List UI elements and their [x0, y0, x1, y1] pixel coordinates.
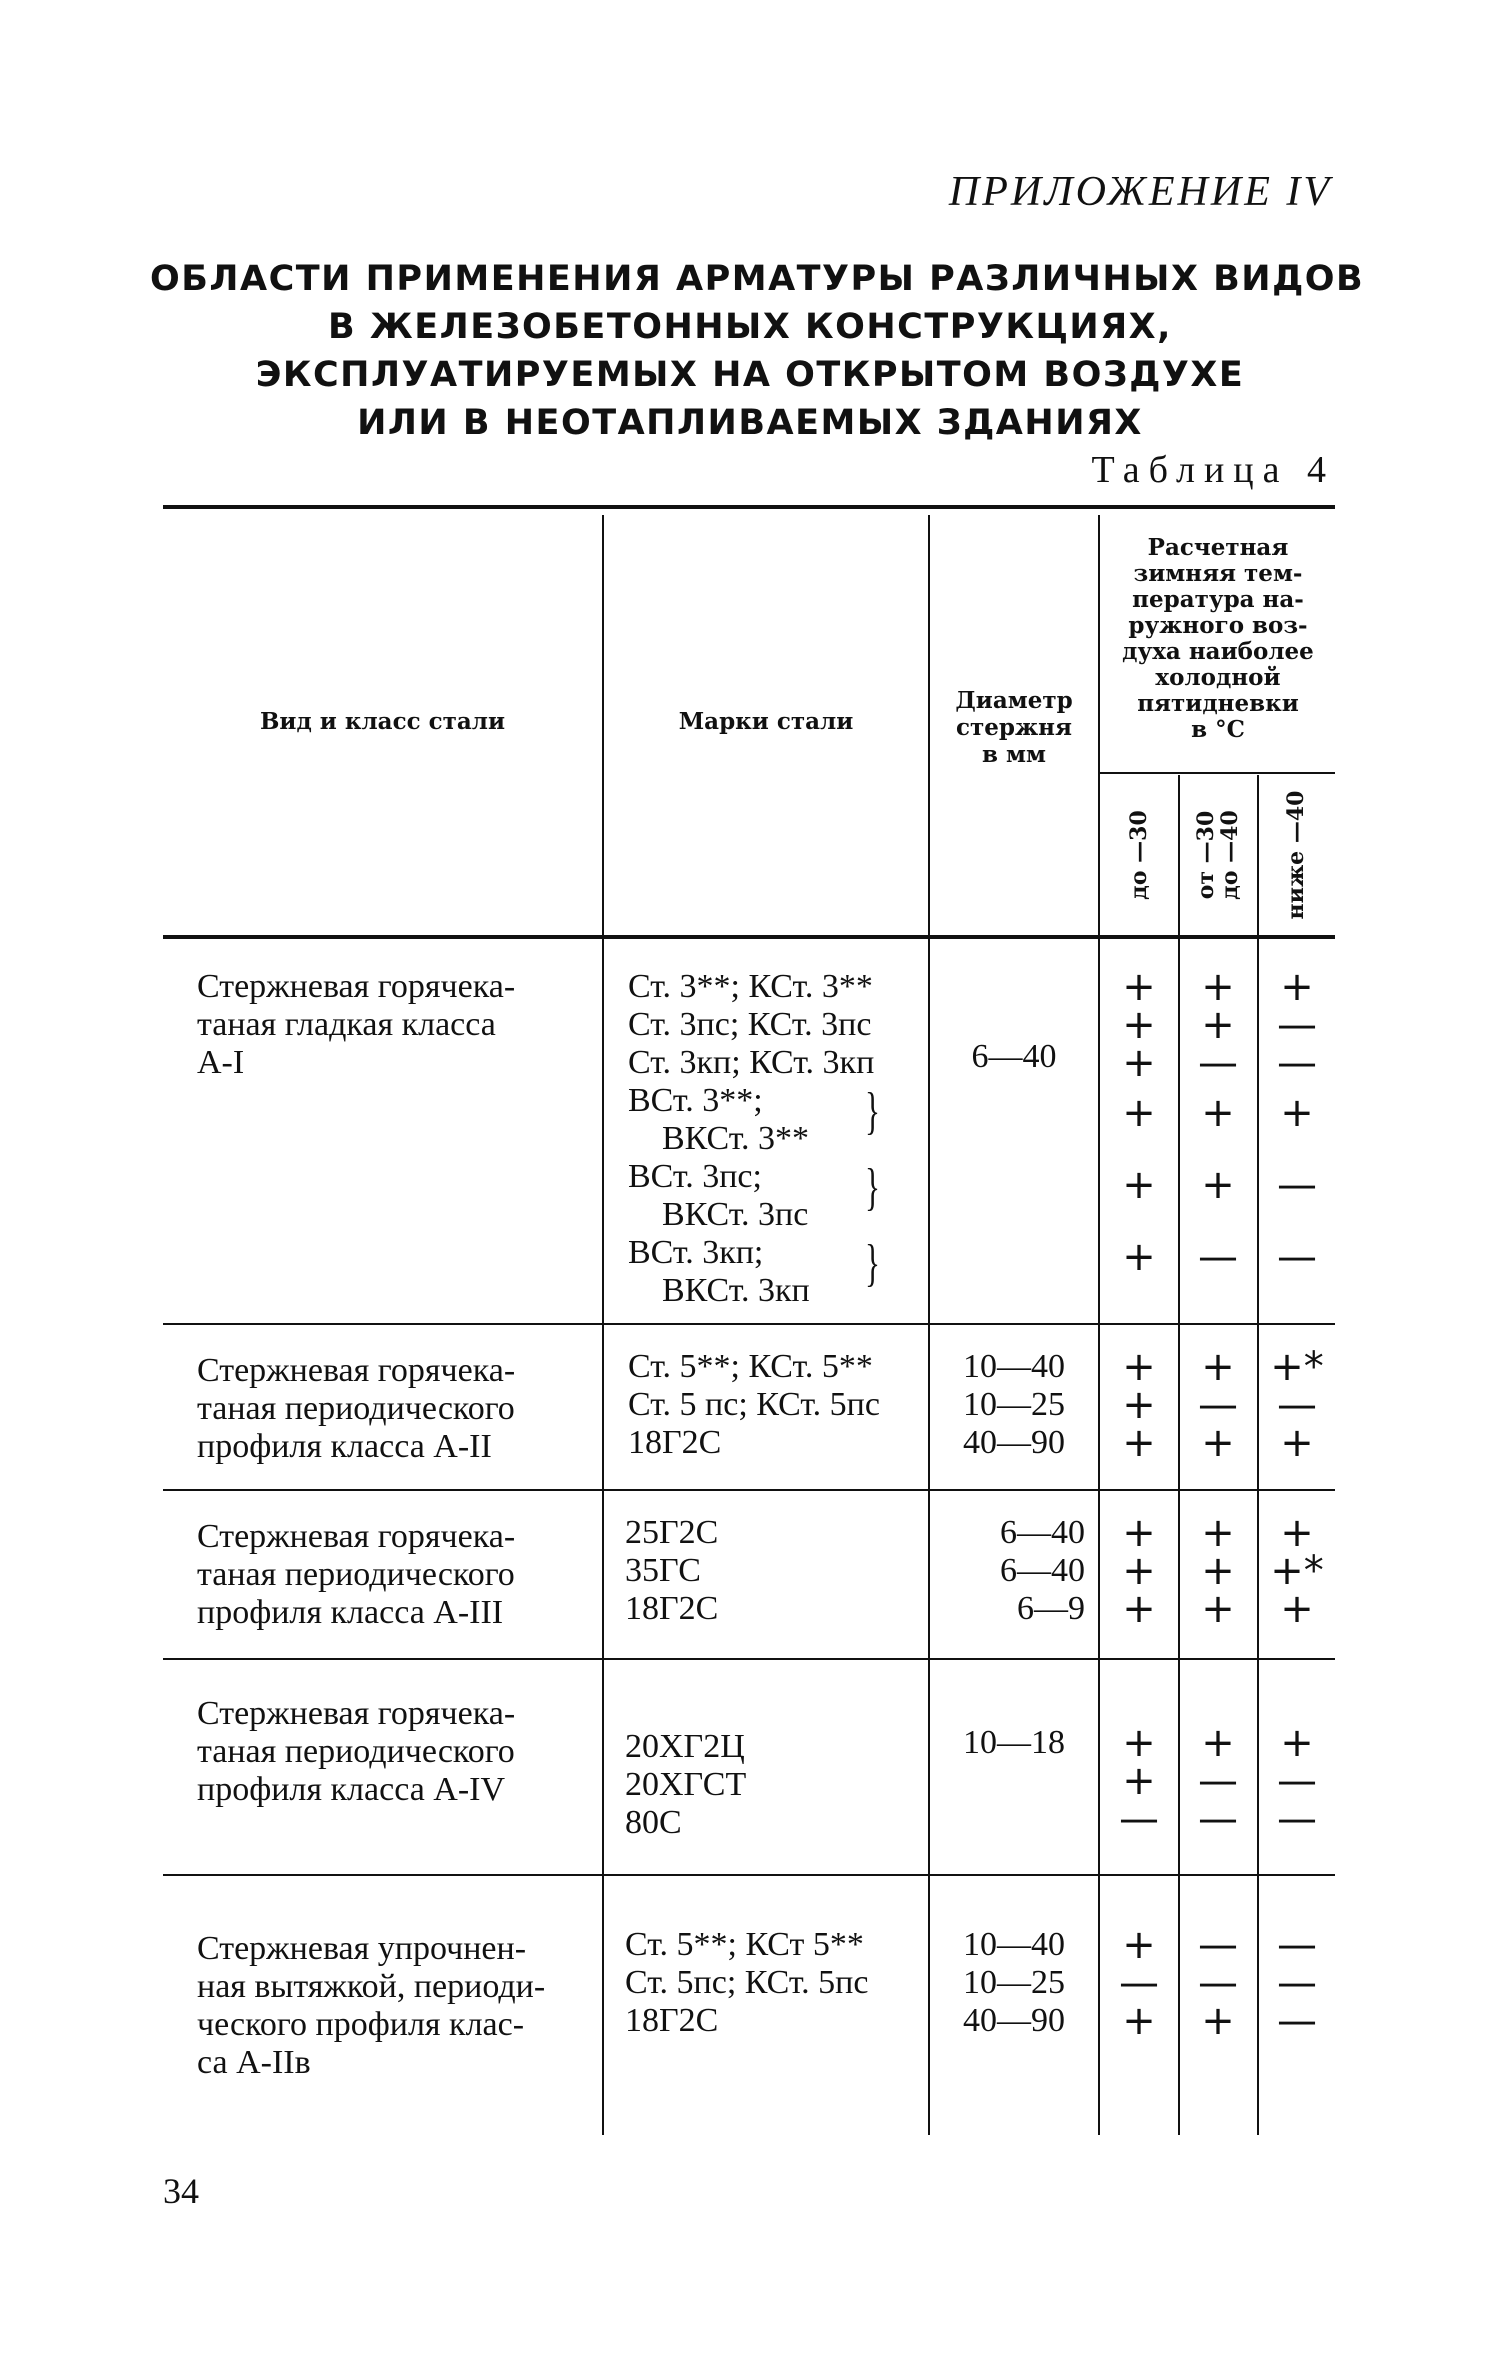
kind-line: Стержневая горячека- [197, 1518, 516, 1555]
applicability-mark: — [1277, 1960, 1317, 2006]
kind-line: таная периодического [197, 1390, 515, 1427]
header-diameter-line: в мм [982, 741, 1046, 768]
grade-line: 35ГС [625, 1552, 701, 1589]
grouping-brace: } [864, 1235, 880, 1292]
applicability-mark: + [1280, 1420, 1314, 1466]
grade-line: Ст. 3кп; КСт. 3кп [628, 1044, 875, 1081]
applicability-mark: + [1122, 1002, 1156, 1048]
grade-line: Ст. 3пс; КСт. 3пс [628, 1006, 872, 1043]
diameter-value: 10—18 [963, 1724, 1065, 1761]
grade-line: 20ХГСТ [625, 1766, 747, 1803]
table-label: Таблица 4 [1091, 449, 1335, 491]
diameter-value: 6—40 [1000, 1514, 1085, 1551]
column-divider [1178, 775, 1180, 2135]
kind-line: таная периодического [197, 1556, 515, 1593]
applicability-mark: + [1201, 1998, 1235, 2044]
applicability-mark: +* [1270, 1344, 1324, 1390]
header-diameter-line: стержня [955, 714, 1073, 741]
applicability-mark: — [1198, 1382, 1238, 1428]
subheader-line: до —40 [1217, 810, 1243, 900]
subheader-line: от —30 [1193, 810, 1219, 900]
applicability-mark: — [1198, 1758, 1238, 1804]
applicability-mark: — [1198, 1796, 1238, 1842]
applicability-mark: + [1122, 1586, 1156, 1632]
row-divider [163, 1874, 1335, 1876]
applicability-mark: — [1277, 1382, 1317, 1428]
subheader-30-to-40 [1194, 775, 1242, 935]
kind-line: профиля класса А-IV [197, 1771, 506, 1808]
applicability-mark: + [1201, 1002, 1235, 1048]
temp-header-divider [1100, 772, 1335, 774]
row-divider [163, 1489, 1335, 1491]
grade-line: Ст. 5**; КСт 5** [625, 1926, 864, 1963]
diameter-value: 6—9 [1017, 1590, 1085, 1627]
kind-line: профиля класса А-II [197, 1428, 492, 1465]
applicability-mark: + [1280, 1586, 1314, 1632]
grouping-brace: } [864, 1159, 880, 1216]
grouping-brace: } [864, 1083, 880, 1140]
diameter [930, 1724, 1098, 1762]
title-line: ЭКСПЛУАТИРУЕМЫХ НА ОТКРЫТОМ ВОЗДУХЕ [255, 355, 1245, 395]
applicability-mark: +* [1270, 1548, 1324, 1594]
applicability-mark: + [1280, 1720, 1314, 1766]
grade-line: Ст. 5**; КСт. 5** [628, 1348, 873, 1385]
applicability-mark: — [1277, 1040, 1317, 1086]
applicability-mark: — [1277, 1796, 1317, 1842]
applicability-mark: + [1122, 1720, 1156, 1766]
subheader-below-30 [1127, 775, 1151, 935]
diameter-value: 40—90 [963, 1424, 1065, 1461]
applicability-mark: + [1201, 964, 1235, 1010]
grade-line: ВСт. 3**; [628, 1082, 763, 1119]
applicability-mark: + [1122, 1040, 1156, 1086]
subheader-line: ниже —40 [1283, 790, 1309, 920]
kind-line: таная гладкая класса [197, 1006, 496, 1043]
applicability-mark: + [1201, 1344, 1235, 1390]
title-line: ИЛИ В НЕОТАПЛИВАЕМЫХ ЗДАНИЯХ [357, 403, 1143, 443]
kind-line: Стержневая упрочнен- [197, 1930, 527, 1967]
diameter-value: 10—40 [963, 1348, 1065, 1385]
grade-line: ВКСт. 3пс [662, 1196, 809, 1233]
steel-grades [628, 968, 874, 1310]
applicability-mark: + [1280, 964, 1314, 1010]
applicability-mark: — [1198, 1922, 1238, 1968]
grade-line: Ст. 5пс; КСт. 5пс [625, 1964, 869, 2001]
steel-kind [197, 1352, 587, 1466]
steel-kind [197, 1930, 587, 2082]
steel-kind [197, 1695, 587, 1809]
steel-grades [625, 1926, 868, 2040]
title-line: ОБЛАСТИ ПРИМЕНЕНИЯ АРМАТУРЫ РАЗЛИЧНЫХ ВИДОВ [150, 259, 1365, 299]
header-bottom-rule [163, 935, 1335, 939]
grade-line: ВСт. 3пс; [628, 1158, 762, 1195]
applicability-mark: + [1122, 1382, 1156, 1428]
grade-line: ВКСт. 3** [662, 1120, 810, 1157]
header-temperature-line: холодной [1155, 664, 1281, 691]
applicability-mark: — [1119, 1960, 1159, 2006]
applicability-mark: + [1122, 1420, 1156, 1466]
grade-line: 20ХГ2Ц [625, 1728, 745, 1765]
kind-line: ческого профиля клас- [197, 2006, 525, 2043]
diameter [955, 1514, 1085, 1628]
steel-grades [625, 1514, 718, 1628]
applicability-mark: + [1201, 1586, 1235, 1632]
diameter-value: 10—25 [963, 1386, 1065, 1423]
steel-grades [625, 1728, 746, 1842]
header-temperature-line: пятидневки [1137, 690, 1299, 717]
page-number: 34 [163, 2171, 199, 2211]
applicability-mark: + [1122, 964, 1156, 1010]
kind-line: таная периодического [197, 1733, 515, 1770]
grade-line: Ст. 5 пс; КСт. 5пс [628, 1386, 880, 1423]
applicability-mark: + [1122, 1548, 1156, 1594]
kind-line: Стержневая горячека- [197, 1352, 516, 1389]
kind-line: А-I [197, 1044, 245, 1081]
applicability-mark: — [1198, 1234, 1238, 1280]
grade-line: 18Г2С [628, 1424, 722, 1461]
title-line: В ЖЕЛЕЗОБЕТОННЫХ КОНСТРУКЦИЯХ, [328, 307, 1172, 347]
applicability-mark: + [1122, 1998, 1156, 2044]
kind-line: са А-IIв [197, 2044, 311, 2081]
column-divider [602, 515, 604, 2135]
header-temperature-line: пература на- [1132, 586, 1304, 613]
header-diameter-line: Диаметр [955, 687, 1073, 714]
applicability-mark: — [1277, 1234, 1317, 1280]
diameter [930, 1926, 1098, 2040]
diameter [930, 1038, 1098, 1076]
diameter [930, 1348, 1098, 1462]
applicability-mark: + [1122, 1162, 1156, 1208]
applicability-mark: — [1277, 1758, 1317, 1804]
applicability-mark: + [1122, 1922, 1156, 1968]
grade-line: ВКСт. 3кп [662, 1272, 810, 1309]
header-temperature-line: Расчетная [1147, 534, 1289, 561]
applicability-mark: + [1201, 1548, 1235, 1594]
applicability-mark: — [1277, 1922, 1317, 1968]
subheader-line: до —30 [1126, 810, 1152, 900]
header-grades: Марки стали [678, 708, 854, 735]
header-temperature-line: ружного воз- [1128, 612, 1308, 639]
diameter-value: 6—40 [1000, 1552, 1085, 1589]
diameter-value: 40—90 [963, 2002, 1065, 2039]
applicability-mark: + [1201, 1510, 1235, 1556]
applicability-mark: — [1277, 1998, 1317, 2044]
column-divider [928, 515, 930, 2135]
header-kind: Вид и класс стали [259, 708, 506, 735]
diameter-value: 10—40 [963, 1926, 1065, 1963]
applicability-mark: — [1277, 1162, 1317, 1208]
applicability-mark: — [1198, 1960, 1238, 2006]
applicability-mark: — [1198, 1040, 1238, 1086]
grade-line: 25Г2С [625, 1514, 719, 1551]
diameter-value: 10—25 [963, 1964, 1065, 2001]
applicability-mark: + [1122, 1234, 1156, 1280]
diameter-value: 6—40 [971, 1038, 1057, 1075]
table-top-rule [163, 505, 1335, 509]
header-temperature [1103, 535, 1333, 743]
kind-line: профиля класса А-III [197, 1594, 504, 1631]
applicability-mark: + [1201, 1090, 1235, 1136]
applicability-mark: — [1119, 1796, 1159, 1842]
steel-grades [628, 1348, 880, 1462]
applicability-mark: + [1201, 1720, 1235, 1766]
applicability-mark: — [1277, 1002, 1317, 1048]
grade-line: 18Г2С [625, 2002, 719, 2039]
applicability-mark: + [1280, 1510, 1314, 1556]
page-title [150, 255, 1365, 447]
kind-line: Стержневая горячека- [197, 1695, 516, 1732]
applicability-mark: + [1201, 1420, 1235, 1466]
applicability-mark: + [1122, 1090, 1156, 1136]
subheader-under-40 [1284, 775, 1308, 935]
header-diameter [935, 687, 1093, 768]
steel-kind [197, 1518, 587, 1632]
appendix-label: ПРИЛОЖЕНИЕ IV [948, 169, 1332, 215]
row-divider [163, 1323, 1335, 1325]
header-temperature-line: духа наиболее [1122, 638, 1314, 665]
grade-line: ВСт. 3кп; [628, 1234, 764, 1271]
kind-line: ная вытяжкой, периоди- [197, 1968, 546, 2005]
applicability-mark: + [1201, 1162, 1235, 1208]
grade-line: 18Г2С [625, 1590, 719, 1627]
grade-line: Ст. 3**; КСт. 3** [628, 968, 873, 1005]
column-divider [1098, 515, 1100, 2135]
column-divider [1257, 775, 1259, 2135]
row-divider [163, 1658, 1335, 1660]
header-temperature-line: в °С [1191, 716, 1245, 743]
applicability-mark: + [1280, 1090, 1314, 1136]
applicability-mark: + [1122, 1510, 1156, 1556]
steel-kind [197, 968, 587, 1082]
grade-line: 80С [625, 1804, 682, 1841]
header-temperature-line: зимняя тем- [1133, 560, 1303, 587]
applicability-mark: + [1122, 1758, 1156, 1804]
applicability-mark: + [1122, 1344, 1156, 1390]
kind-line: Стержневая горячека- [197, 968, 516, 1005]
